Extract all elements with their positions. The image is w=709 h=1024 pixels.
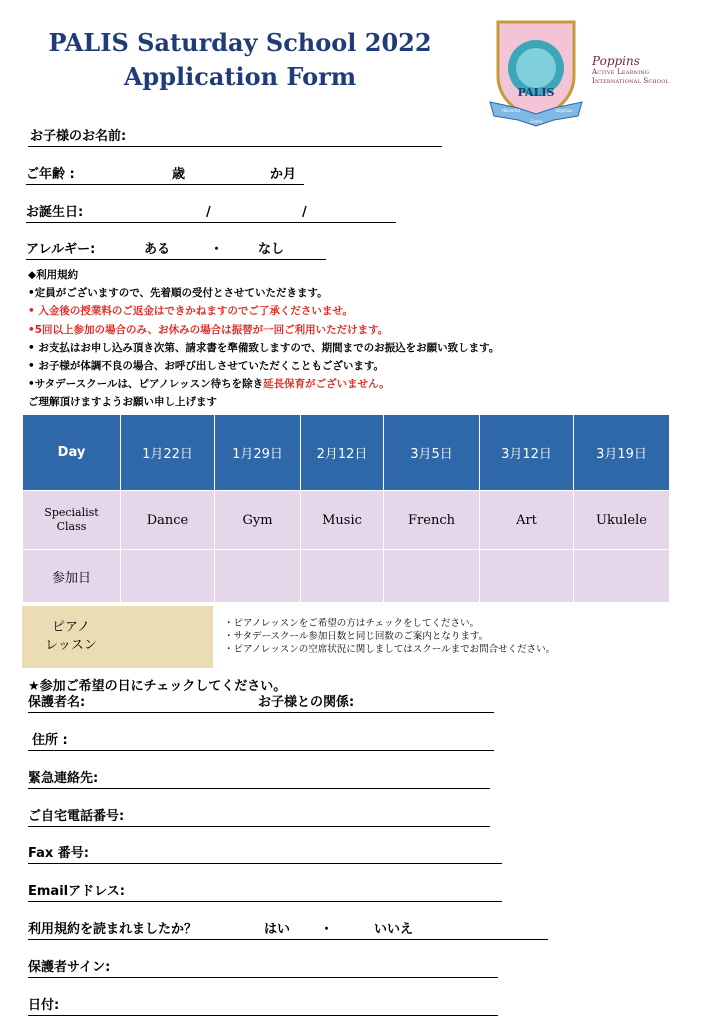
piano-note: ・ピアノレッスンの空席状況に関しましてはスクールまでお問合せください。 bbox=[224, 644, 556, 655]
address-label: 住所 : bbox=[32, 733, 68, 748]
terms-line-6-b: 延長保育がございません。 bbox=[263, 378, 390, 391]
schedule-header-row bbox=[23, 415, 670, 491]
read-terms-field[interactable] bbox=[28, 921, 548, 940]
read-terms-no-option[interactable]: いいえ bbox=[374, 922, 414, 937]
read-terms-separator: ・ bbox=[320, 922, 334, 937]
terms-line-5: • お子様が体調不良の場合、お呼び出しさせていただくこともございます。 bbox=[28, 360, 385, 373]
attendance-checkbox[interactable] bbox=[574, 550, 670, 603]
terms-line-4: • お支払はお申し込み頂き次第、請求書を準備致しますので、期間までのお振込をお願い致します。 bbox=[28, 341, 500, 354]
attendance-checkbox[interactable] bbox=[301, 550, 384, 603]
poppins-brand bbox=[592, 54, 704, 86]
guardian-name-field[interactable] bbox=[28, 694, 494, 713]
date-field[interactable] bbox=[28, 997, 498, 1016]
check-instruction: ★参加ご希望の日にチェックしてください。 bbox=[28, 679, 287, 694]
birthday-sep-1: / bbox=[206, 205, 211, 220]
age-field[interactable] bbox=[26, 166, 304, 185]
allergy-field[interactable] bbox=[26, 241, 326, 260]
class-cell: Art bbox=[480, 491, 574, 550]
date-header: 1月29日 bbox=[215, 415, 301, 491]
brand-line-2: International School bbox=[592, 77, 670, 85]
allergy-no-option[interactable]: なし bbox=[258, 242, 285, 257]
child-name-field[interactable] bbox=[28, 128, 442, 147]
attendance-label: 参加日 bbox=[23, 550, 121, 603]
age-years-unit: 歳 bbox=[172, 167, 186, 182]
day-header: Day bbox=[23, 415, 121, 491]
date-label: 日付: bbox=[28, 998, 60, 1013]
email-label: Emailアドレス: bbox=[28, 884, 125, 899]
piano-lesson-section bbox=[22, 606, 213, 668]
date-header: 2月12日 bbox=[301, 415, 384, 491]
allergy-label: アレルギー: bbox=[26, 242, 96, 257]
fax-field[interactable] bbox=[28, 845, 502, 864]
piano-notes bbox=[224, 617, 555, 656]
terms-section bbox=[28, 266, 499, 412]
piano-lesson-checkbox[interactable] bbox=[120, 606, 213, 668]
birthday-label: お誕生日: bbox=[26, 205, 84, 220]
schedule-table bbox=[22, 414, 670, 603]
class-row bbox=[23, 491, 670, 550]
piano-lesson-label bbox=[22, 606, 120, 668]
home-phone-label: ご自宅電話番号: bbox=[28, 809, 125, 824]
class-row-label bbox=[23, 491, 121, 550]
home-phone-field[interactable] bbox=[28, 808, 490, 827]
email-field[interactable] bbox=[28, 883, 502, 902]
guardian-name-label: 保護者名: bbox=[28, 695, 86, 710]
emergency-contact-field[interactable] bbox=[28, 770, 490, 789]
class-cell: French bbox=[384, 491, 480, 550]
class-label-line-1: Specialist bbox=[44, 506, 99, 519]
piano-label-line-1: ピアノ bbox=[52, 620, 90, 635]
terms-heading: ◆利用規約 bbox=[28, 269, 79, 281]
class-label-line-2: Class bbox=[56, 520, 87, 533]
terms-line-1: •定員がございますので、先着順の受付とさせていただきます。 bbox=[28, 287, 328, 300]
terms-closing: ご理解頂けますようお願い申し上げます bbox=[28, 396, 217, 409]
child-name-label: お子様のお名前: bbox=[30, 129, 127, 144]
form-title: PALIS Saturday School 2022 bbox=[48, 28, 432, 57]
attendance-checkbox[interactable] bbox=[215, 550, 301, 603]
read-terms-label: 利用規約を読まれましたか？ bbox=[28, 922, 198, 937]
age-months-unit: か月 bbox=[270, 167, 297, 182]
terms-line-3: •5回以上参加の場合のみ、お休みの場合は振替が一回ご利用いただけます。 bbox=[28, 323, 389, 336]
age-label: ご年齢 : bbox=[26, 167, 75, 182]
allergy-separator: ・ bbox=[210, 242, 224, 257]
attendance-checkbox[interactable] bbox=[121, 550, 215, 603]
class-cell: Gym bbox=[215, 491, 301, 550]
piano-note: ・サタデースクール参加日数と同じ回数のご案内となります。 bbox=[224, 631, 489, 642]
svg-text:Gratia: Gratia bbox=[529, 119, 543, 124]
date-header: 3月12日 bbox=[480, 415, 574, 491]
guardian-signature-label: 保護者サイン: bbox=[28, 960, 111, 975]
date-header: 3月5日 bbox=[384, 415, 480, 491]
emergency-contact-label: 緊急連絡先: bbox=[28, 771, 99, 786]
palis-logo bbox=[488, 16, 584, 128]
form-subtitle: Application Form bbox=[123, 62, 357, 91]
allergy-yes-option[interactable]: ある bbox=[144, 242, 171, 257]
address-field[interactable] bbox=[28, 732, 494, 751]
brand-name: Poppins bbox=[592, 54, 640, 68]
svg-text:PALIS: PALIS bbox=[517, 86, 555, 99]
class-cell: Ukulele bbox=[574, 491, 670, 550]
terms-line-6-a: •サタデースクールは、ピアノレッスン待ちを除き bbox=[28, 378, 264, 391]
svg-text:Dignitas: Dignitas bbox=[556, 108, 573, 113]
date-header: 1月22日 bbox=[121, 415, 215, 491]
class-cell: Music bbox=[301, 491, 384, 550]
terms-line-2: • 入金後の授業料のご返金はできかねますのでご了承くださいませ。 bbox=[28, 305, 354, 318]
attendance-checkbox[interactable] bbox=[384, 550, 480, 603]
attendance-checkbox[interactable] bbox=[480, 550, 574, 603]
date-header: 3月19日 bbox=[574, 415, 670, 491]
read-terms-yes-option[interactable]: はい bbox=[264, 922, 291, 937]
piano-label-line-2: レッスン bbox=[45, 638, 97, 653]
birthday-sep-2: / bbox=[302, 205, 307, 220]
brand-line-1: Active Learning bbox=[592, 68, 650, 76]
piano-note: ・ピアノレッスンをご希望の方はチェックをしてください。 bbox=[224, 618, 479, 629]
relation-label: お子様との関係: bbox=[258, 695, 355, 710]
class-cell: Dance bbox=[121, 491, 215, 550]
fax-label: Fax 番号: bbox=[28, 846, 90, 861]
svg-text:Hlaverlat: Hlaverlat bbox=[502, 108, 521, 113]
birthday-field[interactable] bbox=[26, 204, 396, 223]
terms-line-6 bbox=[28, 375, 499, 393]
attendance-row bbox=[23, 550, 670, 603]
guardian-signature-field[interactable] bbox=[28, 959, 498, 978]
